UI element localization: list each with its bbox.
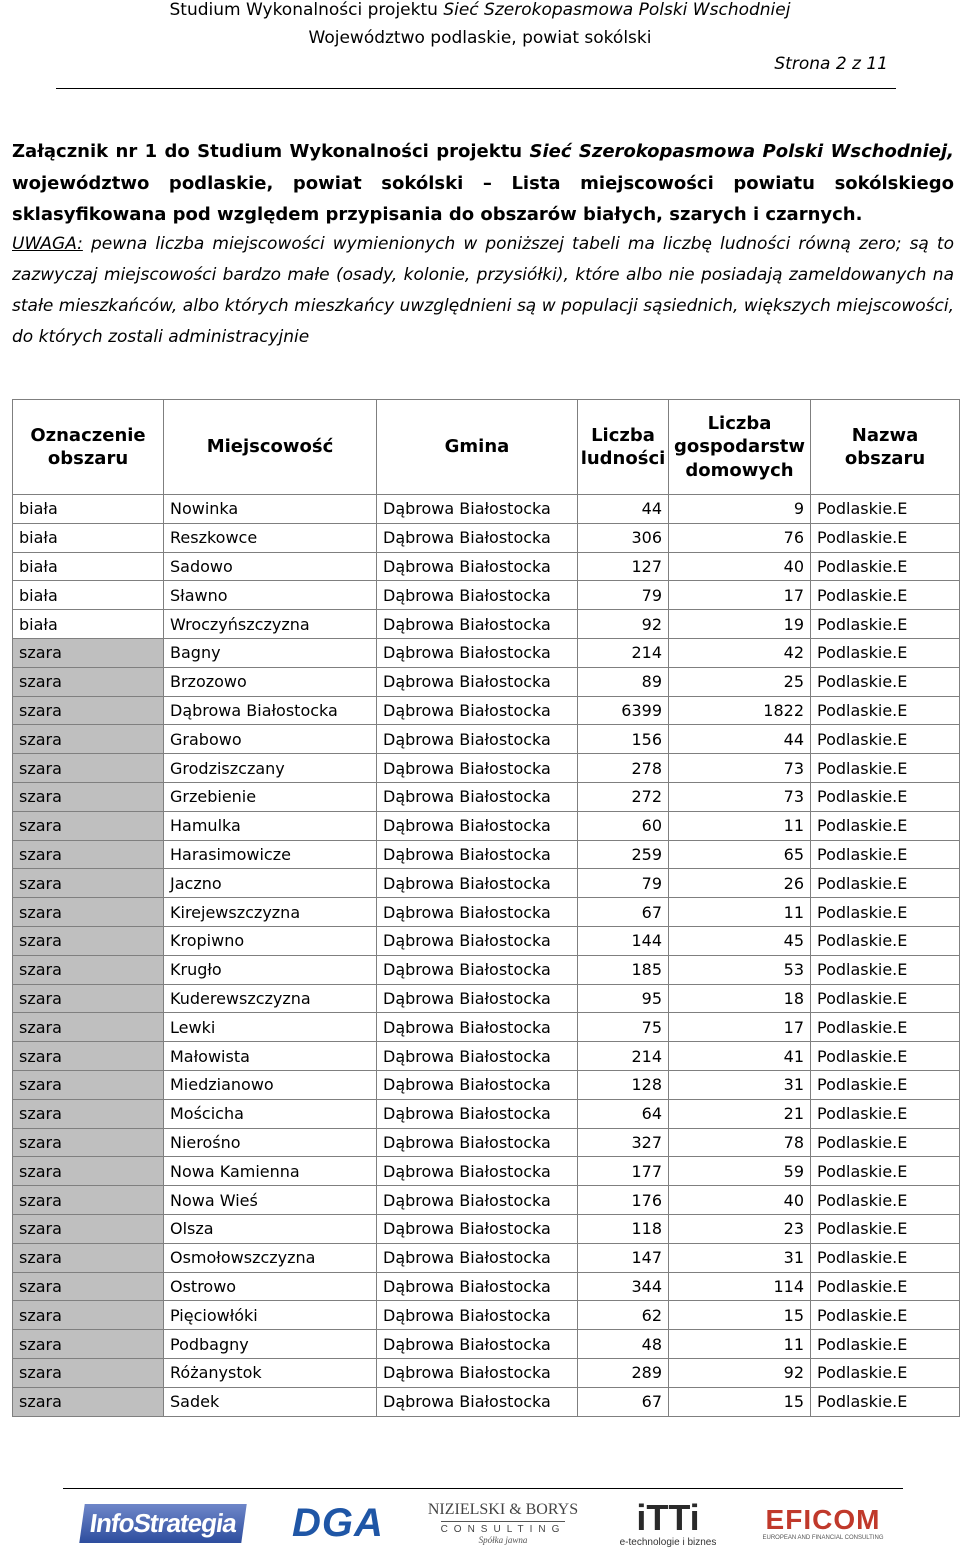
municipality-cell: Dąbrowa Białostocka bbox=[377, 926, 578, 955]
table-row bbox=[13, 754, 960, 783]
area-name-cell: Podlaskie.E bbox=[811, 754, 960, 783]
locality-cell: Sadek bbox=[164, 1387, 377, 1416]
locality-cell: Sławno bbox=[164, 581, 377, 610]
area-designation-cell: szara bbox=[13, 754, 164, 783]
municipality-cell: Dąbrowa Białostocka bbox=[377, 667, 578, 696]
table-row bbox=[13, 667, 960, 696]
municipality-cell: Dąbrowa Białostocka bbox=[377, 840, 578, 869]
footer-logos bbox=[63, 1490, 903, 1558]
municipality-cell: Dąbrowa Białostocka bbox=[377, 1099, 578, 1128]
area-name-cell: Podlaskie.E bbox=[811, 782, 960, 811]
area-name-cell: Podlaskie.E bbox=[811, 1214, 960, 1243]
table-row bbox=[13, 869, 960, 898]
area-name-cell: Podlaskie.E bbox=[811, 1330, 960, 1359]
area-name-cell: Podlaskie.E bbox=[811, 725, 960, 754]
population-cell: 48 bbox=[578, 1330, 669, 1359]
households-cell: 11 bbox=[669, 811, 811, 840]
population-cell: 177 bbox=[578, 1157, 669, 1186]
area-name-cell: Podlaskie.E bbox=[811, 696, 960, 725]
households-cell: 76 bbox=[669, 523, 811, 552]
header-area-designation: Oznaczenie obszaru bbox=[13, 400, 164, 495]
table-row bbox=[13, 523, 960, 552]
table-row bbox=[13, 955, 960, 984]
population-cell: 278 bbox=[578, 754, 669, 783]
area-name-cell: Podlaskie.E bbox=[811, 840, 960, 869]
municipality-cell: Dąbrowa Białostocka bbox=[377, 523, 578, 552]
area-designation-cell: szara bbox=[13, 1042, 164, 1071]
area-name-cell: Podlaskie.E bbox=[811, 926, 960, 955]
households-cell: 45 bbox=[669, 926, 811, 955]
households-cell: 114 bbox=[669, 1272, 811, 1301]
population-cell: 214 bbox=[578, 638, 669, 667]
area-name-cell: Podlaskie.E bbox=[811, 869, 960, 898]
table-row bbox=[13, 581, 960, 610]
households-cell: 65 bbox=[669, 840, 811, 869]
households-cell: 9 bbox=[669, 495, 811, 524]
municipality-cell: Dąbrowa Białostocka bbox=[377, 1272, 578, 1301]
households-cell: 78 bbox=[669, 1128, 811, 1157]
locality-cell: Nierośno bbox=[164, 1128, 377, 1157]
area-designation-cell: szara bbox=[13, 667, 164, 696]
infostrategia-logo: InfoStrategia bbox=[73, 1490, 253, 1556]
households-cell: 73 bbox=[669, 782, 811, 811]
table-row bbox=[13, 495, 960, 524]
population-cell: 92 bbox=[578, 610, 669, 639]
households-cell: 40 bbox=[669, 552, 811, 581]
locality-cell: Sadowo bbox=[164, 552, 377, 581]
municipality-cell: Dąbrowa Białostocka bbox=[377, 1330, 578, 1359]
table-row bbox=[13, 1243, 960, 1272]
population-cell: 144 bbox=[578, 926, 669, 955]
area-name-cell: Podlaskie.E bbox=[811, 1387, 960, 1416]
population-cell: 272 bbox=[578, 782, 669, 811]
table-row bbox=[13, 926, 960, 955]
population-cell: 128 bbox=[578, 1070, 669, 1099]
area-designation-cell: szara bbox=[13, 1099, 164, 1128]
households-cell: 73 bbox=[669, 754, 811, 783]
municipality-cell: Dąbrowa Białostocka bbox=[377, 581, 578, 610]
locality-cell: Ostrowo bbox=[164, 1272, 377, 1301]
area-name-cell: Podlaskie.E bbox=[811, 667, 960, 696]
population-cell: 67 bbox=[578, 898, 669, 927]
area-designation-cell: szara bbox=[13, 725, 164, 754]
table-body bbox=[13, 495, 960, 1417]
households-cell: 53 bbox=[669, 955, 811, 984]
municipality-cell: Dąbrowa Białostocka bbox=[377, 1214, 578, 1243]
area-designation-cell: szara bbox=[13, 696, 164, 725]
population-cell: 79 bbox=[578, 869, 669, 898]
locality-cell: Nowa Kamienna bbox=[164, 1157, 377, 1186]
area-name-cell: Podlaskie.E bbox=[811, 495, 960, 524]
area-designation-cell: szara bbox=[13, 955, 164, 984]
population-cell: 60 bbox=[578, 811, 669, 840]
population-cell: 185 bbox=[578, 955, 669, 984]
households-cell: 25 bbox=[669, 667, 811, 696]
households-cell: 11 bbox=[669, 898, 811, 927]
locality-cell: Kirejewszczyzna bbox=[164, 898, 377, 927]
itti-logo: iTTi e-technologie i biznes bbox=[619, 1496, 717, 1548]
header-municipality: Gmina bbox=[377, 400, 578, 495]
area-designation-cell: biała bbox=[13, 581, 164, 610]
locality-cell: Wroczyńszczyzna bbox=[164, 610, 377, 639]
population-cell: 95 bbox=[578, 984, 669, 1013]
table-row bbox=[13, 898, 960, 927]
population-cell: 64 bbox=[578, 1099, 669, 1128]
table-row bbox=[13, 725, 960, 754]
population-cell: 127 bbox=[578, 552, 669, 581]
note-paragraph: UWAGA: pewna liczba miejscowości wymienionych w poniższej tabeli ma liczbę ludności równą zero; są to zazwyczaj miejscowości bardzo małe (osady, kolonie, przysiółki), które albo nie posiadają zameldowanych na stałe mieszkańców, albo których mieszkańcy uwzględnieni są w populacji sąsiednich, większych miejscowości, do których zostali administracyjnie bbox=[12, 234, 954, 347]
table-row bbox=[13, 1042, 960, 1071]
municipality-cell: Dąbrowa Białostocka bbox=[377, 1042, 578, 1071]
document-title: Załącznik nr 1 do Studium Wykonalności projektu Sieć Szerokopasmowa Polski Wschodniej, województwo podlaskie, powiat sokólski – Lista miejscowości powiatu sokólskiego sklasyfikowana pod względem przypisania do obszarów białych, szarych i czarnych. bbox=[12, 141, 954, 225]
households-cell: 42 bbox=[669, 638, 811, 667]
population-cell: 89 bbox=[578, 667, 669, 696]
households-cell: 18 bbox=[669, 984, 811, 1013]
households-cell: 40 bbox=[669, 1186, 811, 1215]
locality-cell: Grabowo bbox=[164, 725, 377, 754]
area-name-cell: Podlaskie.E bbox=[811, 1243, 960, 1272]
municipality-cell: Dąbrowa Białostocka bbox=[377, 495, 578, 524]
area-name-cell: Podlaskie.E bbox=[811, 811, 960, 840]
households-cell: 21 bbox=[669, 1099, 811, 1128]
locality-cell: Grodziszczany bbox=[164, 754, 377, 783]
area-name-cell: Podlaskie.E bbox=[811, 1099, 960, 1128]
area-designation-cell: szara bbox=[13, 1301, 164, 1330]
municipality-cell: Dąbrowa Białostocka bbox=[377, 1157, 578, 1186]
locality-cell: Brzozowo bbox=[164, 667, 377, 696]
table-row bbox=[13, 1214, 960, 1243]
table-row bbox=[13, 1358, 960, 1387]
municipality-cell: Dąbrowa Białostocka bbox=[377, 1358, 578, 1387]
locality-cell: Jaczno bbox=[164, 869, 377, 898]
municipality-cell: Dąbrowa Białostocka bbox=[377, 984, 578, 1013]
table-row bbox=[13, 610, 960, 639]
table-row bbox=[13, 1157, 960, 1186]
households-cell: 23 bbox=[669, 1214, 811, 1243]
table-row bbox=[13, 1099, 960, 1128]
table-row bbox=[13, 1330, 960, 1359]
population-cell: 118 bbox=[578, 1214, 669, 1243]
locality-cell: Kuderewszczyzna bbox=[164, 984, 377, 1013]
dga-logo: DGA bbox=[292, 1500, 384, 1545]
area-name-cell: Podlaskie.E bbox=[811, 898, 960, 927]
municipality-cell: Dąbrowa Białostocka bbox=[377, 1186, 578, 1215]
households-cell: 59 bbox=[669, 1157, 811, 1186]
area-name-cell: Podlaskie.E bbox=[811, 581, 960, 610]
households-cell: 31 bbox=[669, 1243, 811, 1272]
area-designation-cell: szara bbox=[13, 1272, 164, 1301]
area-name-cell: Podlaskie.E bbox=[811, 1358, 960, 1387]
population-cell: 214 bbox=[578, 1042, 669, 1071]
municipality-cell: Dąbrowa Białostocka bbox=[377, 552, 578, 581]
table-row bbox=[13, 552, 960, 581]
households-cell: 44 bbox=[669, 725, 811, 754]
header-divider bbox=[56, 88, 896, 89]
municipality-cell: Dąbrowa Białostocka bbox=[377, 898, 578, 927]
area-designation-cell: szara bbox=[13, 811, 164, 840]
locality-cell: Bagny bbox=[164, 638, 377, 667]
area-designation-cell: biała bbox=[13, 552, 164, 581]
header-households: Liczba gospodarstw domowych bbox=[669, 400, 811, 495]
population-cell: 62 bbox=[578, 1301, 669, 1330]
table-row bbox=[13, 840, 960, 869]
area-designation-cell: szara bbox=[13, 1330, 164, 1359]
municipality-cell: Dąbrowa Białostocka bbox=[377, 754, 578, 783]
area-name-cell: Podlaskie.E bbox=[811, 1186, 960, 1215]
population-cell: 67 bbox=[578, 1387, 669, 1416]
locality-cell: Mościcha bbox=[164, 1099, 377, 1128]
area-designation-cell: szara bbox=[13, 638, 164, 667]
locality-cell: Grzebienie bbox=[164, 782, 377, 811]
table-row bbox=[13, 638, 960, 667]
municipality-cell: Dąbrowa Białostocka bbox=[377, 610, 578, 639]
area-name-cell: Podlaskie.E bbox=[811, 1042, 960, 1071]
households-cell: 41 bbox=[669, 1042, 811, 1071]
header-area-name: Nazwa obszaru bbox=[811, 400, 960, 495]
locality-cell: Dąbrowa Białostocka bbox=[164, 696, 377, 725]
table-row bbox=[13, 984, 960, 1013]
table-row bbox=[13, 1186, 960, 1215]
population-cell: 156 bbox=[578, 725, 669, 754]
table-row bbox=[13, 811, 960, 840]
households-cell: 92 bbox=[669, 1358, 811, 1387]
locality-cell: Kropiwno bbox=[164, 926, 377, 955]
municipality-cell: Dąbrowa Białostocka bbox=[377, 955, 578, 984]
population-cell: 176 bbox=[578, 1186, 669, 1215]
header-locality: Miejscowość bbox=[164, 400, 377, 495]
municipality-cell: Dąbrowa Białostocka bbox=[377, 1387, 578, 1416]
area-name-cell: Podlaskie.E bbox=[811, 638, 960, 667]
locality-cell: Hamulka bbox=[164, 811, 377, 840]
households-cell: 1822 bbox=[669, 696, 811, 725]
municipality-cell: Dąbrowa Białostocka bbox=[377, 1128, 578, 1157]
header-region: Województwo podlaskie, powiat sokólski bbox=[308, 28, 652, 48]
area-name-cell: Podlaskie.E bbox=[811, 552, 960, 581]
population-cell: 79 bbox=[578, 581, 669, 610]
area-name-cell: Podlaskie.E bbox=[811, 1070, 960, 1099]
locality-cell: Lewki bbox=[164, 1013, 377, 1042]
municipality-cell: Dąbrowa Białostocka bbox=[377, 1301, 578, 1330]
area-name-cell: Podlaskie.E bbox=[811, 984, 960, 1013]
area-designation-cell: szara bbox=[13, 1186, 164, 1215]
area-designation-cell: szara bbox=[13, 782, 164, 811]
area-name-cell: Podlaskie.E bbox=[811, 1157, 960, 1186]
population-cell: 306 bbox=[578, 523, 669, 552]
households-cell: 17 bbox=[669, 581, 811, 610]
area-designation-cell: szara bbox=[13, 840, 164, 869]
header-project-title: Studium Wykonalności projektu Sieć Szerokopasmowa Polski Wschodniej bbox=[169, 0, 791, 20]
area-designation-cell: szara bbox=[13, 1013, 164, 1042]
table-row bbox=[13, 1301, 960, 1330]
area-designation-cell: szara bbox=[13, 1214, 164, 1243]
households-cell: 11 bbox=[669, 1330, 811, 1359]
area-designation-cell: szara bbox=[13, 1243, 164, 1272]
population-cell: 289 bbox=[578, 1358, 669, 1387]
municipality-cell: Dąbrowa Białostocka bbox=[377, 1013, 578, 1042]
area-designation-cell: biała bbox=[13, 523, 164, 552]
municipality-cell: Dąbrowa Białostocka bbox=[377, 782, 578, 811]
table-row bbox=[13, 696, 960, 725]
area-designation-cell: szara bbox=[13, 984, 164, 1013]
population-cell: 327 bbox=[578, 1128, 669, 1157]
area-designation-cell: szara bbox=[13, 1358, 164, 1387]
households-cell: 31 bbox=[669, 1070, 811, 1099]
table-row bbox=[13, 1070, 960, 1099]
population-cell: 75 bbox=[578, 1013, 669, 1042]
locality-cell: Harasimowicze bbox=[164, 840, 377, 869]
eficom-logo: EFICOM EUROPEAN AND FINANCIAL CONSULTING bbox=[762, 1504, 884, 1541]
locality-cell: Miedzianowo bbox=[164, 1070, 377, 1099]
households-cell: 17 bbox=[669, 1013, 811, 1042]
locality-cell: Różanystok bbox=[164, 1358, 377, 1387]
area-name-cell: Podlaskie.E bbox=[811, 523, 960, 552]
table-row bbox=[13, 1387, 960, 1416]
area-designation-cell: szara bbox=[13, 926, 164, 955]
note-label: UWAGA: bbox=[12, 234, 83, 254]
area-designation-cell: szara bbox=[13, 1070, 164, 1099]
area-designation-cell: szara bbox=[13, 1387, 164, 1416]
area-designation-cell: szara bbox=[13, 898, 164, 927]
households-cell: 15 bbox=[669, 1301, 811, 1330]
municipality-cell: Dąbrowa Białostocka bbox=[377, 811, 578, 840]
table-row bbox=[13, 1013, 960, 1042]
area-name-cell: Podlaskie.E bbox=[811, 610, 960, 639]
locality-cell: Osmołowszczyzna bbox=[164, 1243, 377, 1272]
table-header-row bbox=[13, 400, 960, 495]
municipality-cell: Dąbrowa Białostocka bbox=[377, 1243, 578, 1272]
municipality-cell: Dąbrowa Białostocka bbox=[377, 725, 578, 754]
population-cell: 6399 bbox=[578, 696, 669, 725]
households-cell: 26 bbox=[669, 869, 811, 898]
locality-cell: Olsza bbox=[164, 1214, 377, 1243]
area-name-cell: Podlaskie.E bbox=[811, 1301, 960, 1330]
area-name-cell: Podlaskie.E bbox=[811, 955, 960, 984]
locality-cell: Małowista bbox=[164, 1042, 377, 1071]
table-row bbox=[13, 1128, 960, 1157]
locality-cell: Krugło bbox=[164, 955, 377, 984]
area-designation-cell: szara bbox=[13, 869, 164, 898]
locality-cell: Nowa Wieś bbox=[164, 1186, 377, 1215]
footer-divider bbox=[63, 1488, 903, 1489]
area-name-cell: Podlaskie.E bbox=[811, 1013, 960, 1042]
table-row bbox=[13, 782, 960, 811]
locality-cell: Pięciowłóki bbox=[164, 1301, 377, 1330]
locality-cell: Nowinka bbox=[164, 495, 377, 524]
population-cell: 259 bbox=[578, 840, 669, 869]
nizielski-borys-logo: NIZIELSKI & BORYS CONSULTING Spółka jawna bbox=[427, 1501, 579, 1545]
municipality-cell: Dąbrowa Białostocka bbox=[377, 869, 578, 898]
municipality-cell: Dąbrowa Białostocka bbox=[377, 696, 578, 725]
page-number: Strona 2 z 11 bbox=[774, 54, 888, 74]
area-designation-cell: biała bbox=[13, 495, 164, 524]
population-cell: 44 bbox=[578, 495, 669, 524]
area-designation-cell: szara bbox=[13, 1157, 164, 1186]
households-cell: 19 bbox=[669, 610, 811, 639]
municipality-cell: Dąbrowa Białostocka bbox=[377, 638, 578, 667]
localities-table bbox=[12, 399, 960, 1417]
population-cell: 344 bbox=[578, 1272, 669, 1301]
municipality-cell: Dąbrowa Białostocka bbox=[377, 1070, 578, 1099]
area-name-cell: Podlaskie.E bbox=[811, 1272, 960, 1301]
header-population: Liczba ludności bbox=[578, 400, 669, 495]
locality-cell: Reszkowce bbox=[164, 523, 377, 552]
area-designation-cell: biała bbox=[13, 610, 164, 639]
table-row bbox=[13, 1272, 960, 1301]
locality-cell: Podbagny bbox=[164, 1330, 377, 1359]
households-cell: 15 bbox=[669, 1387, 811, 1416]
area-designation-cell: szara bbox=[13, 1128, 164, 1157]
population-cell: 147 bbox=[578, 1243, 669, 1272]
area-name-cell: Podlaskie.E bbox=[811, 1128, 960, 1157]
